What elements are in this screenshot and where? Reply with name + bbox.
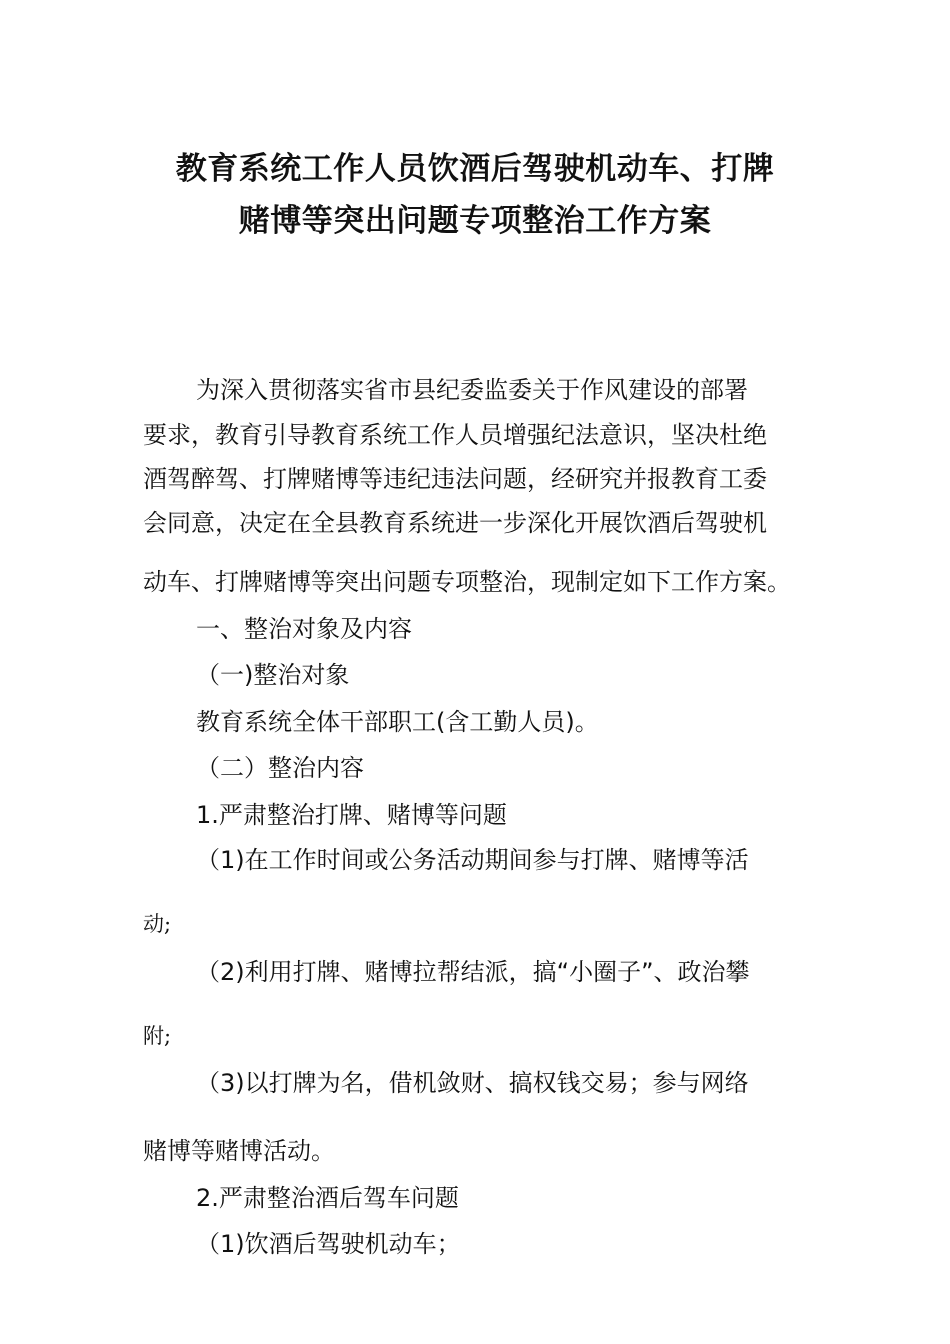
sub-1-heading: （一)整治对象 — [196, 661, 350, 689]
intro-line-4: 会同意，决定在全县教育系统进一步深化开展饮酒后驾驶机 — [143, 509, 767, 537]
item-2-heading: 2.严肃整治酒后驾车问题 — [196, 1184, 459, 1212]
item-1-1-line-2: 动; — [143, 912, 172, 936]
section-1-heading: 一、整治对象及内容 — [196, 615, 412, 643]
sub-1-body: 教育系统全体干部职工(含工勤人员)。 — [196, 708, 599, 736]
document-title-line-2: 赌博等突出问题专项整治工作方案 — [238, 203, 712, 239]
item-1-heading: 1.严肃整治打牌、赌博等问题 — [196, 801, 507, 829]
item-1-3-line-2: 赌博等赌博活动。 — [143, 1137, 335, 1165]
intro-line-3: 酒驾醉驾、打牌赌博等违纪违法问题，经研究并报教育工委 — [143, 465, 767, 493]
intro-line-2: 要求，教育引导教育系统工作人员增强纪法意识，坚决杜绝 — [143, 421, 767, 449]
intro-line-1: 为深入贯彻落实省市县纪委监委关于作风建设的部署 — [196, 376, 748, 404]
item-1-2-line-2: 附; — [143, 1024, 172, 1048]
item-2-1-line-1: （1)饮酒后驾驶机动车； — [196, 1230, 461, 1258]
item-1-1-line-1: （1)在工作时间或公务活动期间参与打牌、赌博等活 — [196, 846, 749, 874]
intro-line-5: 动车、打牌赌博等突出问题专项整治，现制定如下工作方案。 — [143, 568, 791, 596]
sub-2-heading: （二）整治内容 — [196, 754, 364, 782]
item-1-3-line-1: （3)以打牌为名，借机敛财、搞权钱交易；参与网络 — [196, 1069, 749, 1097]
document-title-line-1: 教育系统工作人员饮酒后驾驶机动车、打牌 — [175, 151, 775, 187]
item-1-2-line-1: （2)利用打牌、赌博拉帮结派，搞“小圈子”、政治攀 — [196, 958, 750, 986]
